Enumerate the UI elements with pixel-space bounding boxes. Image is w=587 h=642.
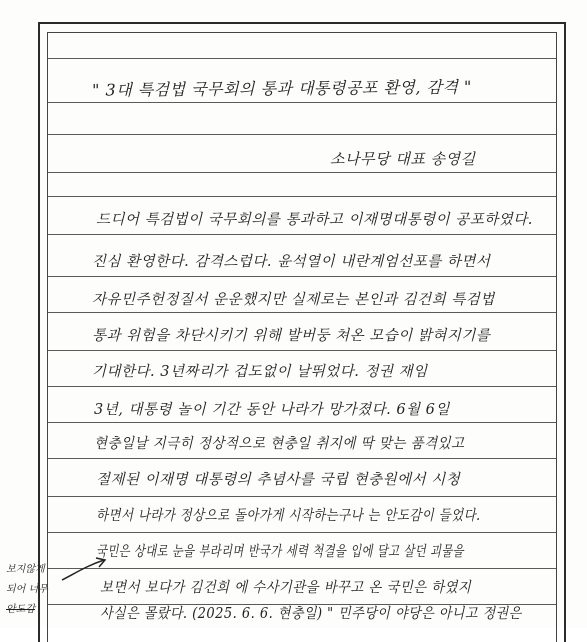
body-line: 보면서 보다가 김건희 에 수사기관을 바꾸고 온 국민은 하였지 xyxy=(100,580,472,596)
body-line: 기대한다. 3년짜리가 겁도없이 날뛰었다. 정권 재임 xyxy=(92,364,428,380)
body-line: 국민은 상대로 눈을 부라리며 반국가 세력 척결을 입에 달고 살던 괴물을 xyxy=(96,544,465,560)
ruled-line xyxy=(48,58,556,59)
ruled-line xyxy=(48,458,556,459)
margin-note-line: 되어 너무 xyxy=(6,584,48,595)
body-line: 드디어 특검법이 국무회의를 통과하고 이재명대통령이 공포하였다. xyxy=(96,212,533,228)
document-author: 소나무당 대표 송영길 xyxy=(330,150,476,168)
ruled-line xyxy=(48,276,556,277)
ruled-line xyxy=(48,102,556,103)
document-title: " 3대 특검법 국무회의 통과 대통령공포 환영, 감격 " xyxy=(91,77,472,100)
body-line: 진심 환영한다. 감격스럽다. 윤석열이 내란계엄선포를 하면서 xyxy=(92,254,491,270)
body-line: 3년, 대통령 놀이 기간 동안 나라가 망가졌다. 6월 6일 xyxy=(94,402,450,418)
ruled-line xyxy=(48,496,556,497)
body-line: 현충일날 지극히 정상적으로 현충일 취지에 딱 맞는 품격있고 xyxy=(94,436,465,452)
body-line: 절제된 이재명 대통령의 추념사를 국립 현충원에서 시청 xyxy=(96,472,461,488)
ruled-line xyxy=(48,350,556,351)
ruled-line xyxy=(48,234,556,235)
arrow-icon xyxy=(60,554,110,584)
body-line: 자유민주헌정질서 운운했지만 실제로는 본인과 김건희 특검법 xyxy=(92,292,495,308)
body-line: 하면서 나라가 정상으로 돌아가게 시작하는구나 는 안도감이 들었다. xyxy=(96,508,481,524)
margin-note-line: 안도감 xyxy=(6,604,35,615)
body-line: 통과 위험을 차단시키기 위해 발버둥 쳐온 모습이 밝혀지기를 xyxy=(92,328,491,344)
ruled-line xyxy=(48,568,556,569)
ruled-line xyxy=(48,196,556,197)
ruled-line xyxy=(48,532,556,533)
body-line: 사실은 몰랐다. (2025. 6. 6. 현충일) " 민주당이 야당은 아니고 정권은 xyxy=(100,606,522,622)
ruled-line xyxy=(48,312,556,313)
margin-note-line: 보지않게 xyxy=(6,564,45,575)
ruled-line xyxy=(48,134,556,135)
ruled-line xyxy=(48,422,556,423)
ruled-line xyxy=(48,172,556,173)
ruled-line xyxy=(48,386,556,387)
